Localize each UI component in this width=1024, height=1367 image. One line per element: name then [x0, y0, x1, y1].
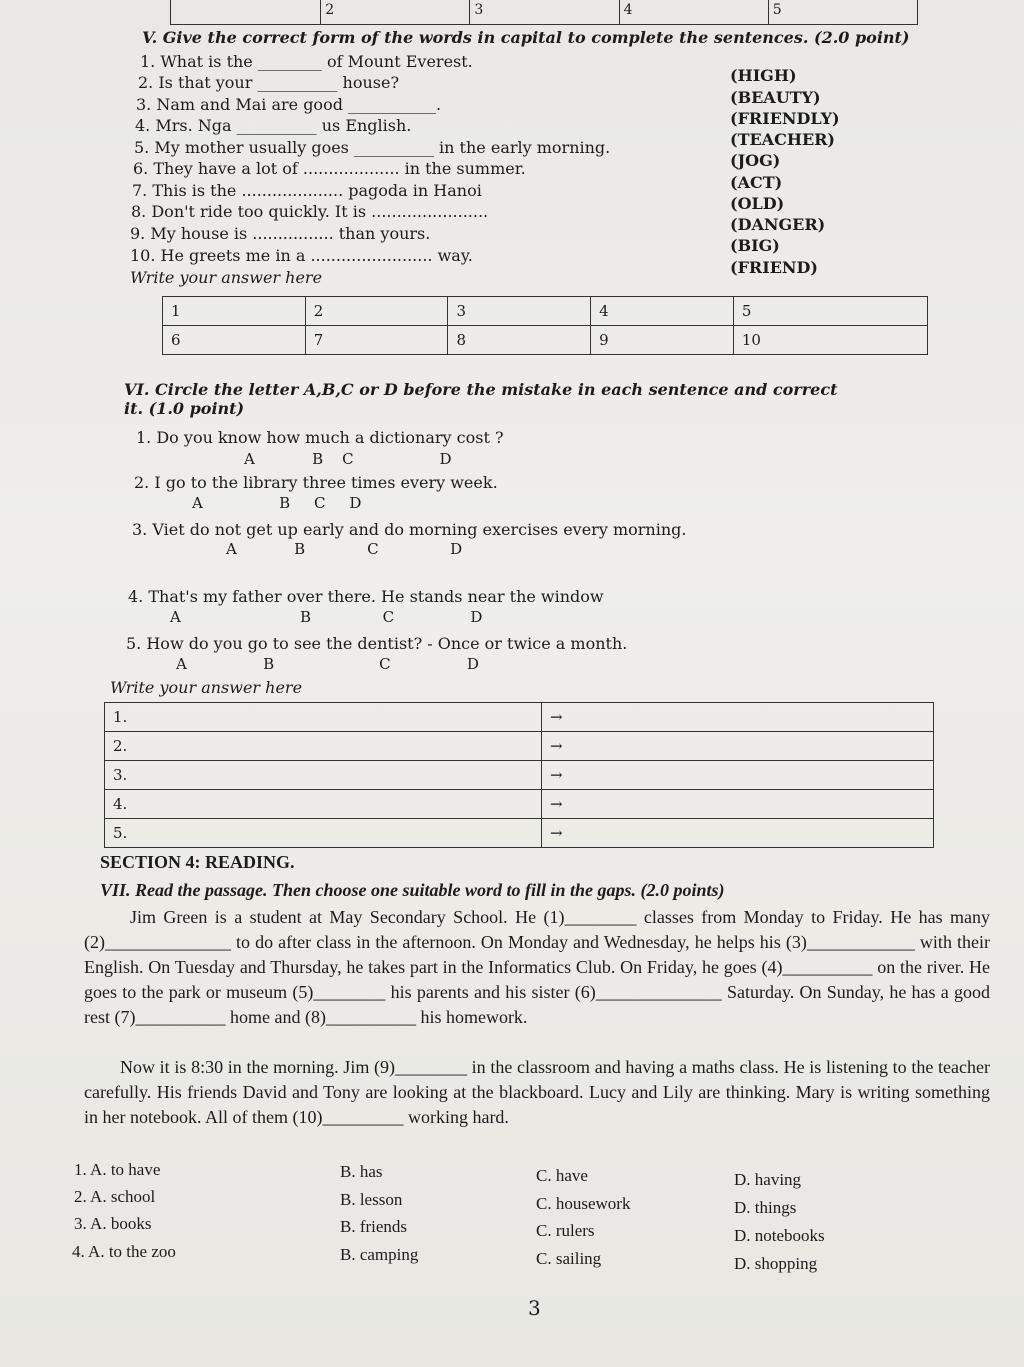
row-number: 5.: [105, 819, 542, 848]
option[interactable]: C. sailing: [536, 1249, 602, 1268]
error-sentence: 1. Do you know how much a dictionary cost ?: [136, 428, 504, 447]
correction-cell[interactable]: →: [542, 761, 934, 790]
option-letters: A B C D: [226, 540, 463, 558]
top-cell: 4: [619, 0, 768, 24]
answer-cell[interactable]: 9: [591, 326, 734, 355]
correction-cell[interactable]: →: [542, 732, 934, 761]
row-number: 2.: [105, 732, 542, 761]
top-cell: 3: [469, 0, 618, 24]
top-answer-table: [170, 0, 918, 25]
sentence: 10. He greets me in a ........................ way.: [130, 246, 473, 265]
sentence: 1. What is the ________ of Mount Everest.: [140, 52, 473, 71]
correction-cell[interactable]: →: [542, 790, 934, 819]
answer-cell[interactable]: 10: [733, 326, 927, 355]
reading-heading: SECTION 4: READING.: [100, 852, 295, 872]
capital-word: (OLD): [730, 194, 785, 213]
row-number: 1.: [105, 703, 542, 732]
error-sentence: 3. Viet do not get up early and do morning exercises every morning.: [132, 520, 687, 539]
sentence: 5. My mother usually goes __________ in the early morning.: [134, 138, 611, 157]
sentence: 8. Don't ride too quickly. It is .......................: [131, 202, 489, 221]
answer-cell[interactable]: 8: [448, 326, 591, 355]
option[interactable]: C. have: [536, 1166, 588, 1185]
option-letters: A B C D: [192, 494, 362, 512]
answer-cell[interactable]: 4: [591, 297, 734, 326]
capital-word: (ACT): [730, 173, 783, 192]
row-number: 4.: [105, 790, 542, 819]
error-sentence: 5. How do you go to see the dentist? - Once or twice a month.: [126, 634, 628, 653]
correction-cell[interactable]: →: [542, 703, 934, 732]
answer-cell[interactable]: 2: [305, 297, 448, 326]
sentence: 4. Mrs. Nga __________ us English.: [135, 116, 412, 135]
section5-title: V. Give the correct form of the words in capital to complete the sentences. (2.0 point): [142, 28, 910, 47]
top-cell: 2: [320, 0, 469, 24]
option[interactable]: B. friends: [340, 1217, 408, 1236]
answer-cell[interactable]: 1: [163, 297, 306, 326]
option-letters: A B C D: [244, 450, 452, 468]
option[interactable]: D. notebooks: [734, 1226, 825, 1245]
passage-paragraph-2: Now it is 8:30 in the morning. Jim (9)________ in the classroom and having a maths class. He is listening to the teacher carefully. His friends David and Tony are looking at the blackboard. Lucy and Lily are thinking. Mary is writing something in her notebook. All of them (10)_________ working hard.: [84, 1057, 990, 1127]
option[interactable]: D. things: [734, 1198, 797, 1217]
capital-word: (JOG): [730, 151, 781, 170]
correction-cell[interactable]: →: [542, 819, 934, 848]
option[interactable]: B. lesson: [340, 1190, 403, 1209]
capital-word: (TEACHER): [730, 130, 835, 149]
reading-title: VII. Read the passage. Then choose one suitable word to fill in the gaps. (2.0 points): [100, 880, 725, 900]
capital-word: (BIG): [730, 236, 780, 255]
section5-answer-table: [162, 296, 928, 355]
write-answer-label: Write your answer here: [130, 268, 323, 287]
page-number: 3: [528, 1296, 541, 1320]
answer-cell[interactable]: 5: [733, 297, 927, 326]
passage-paragraph-1: Jim Green is a student at May Secondary School. He (1)________ classes from Monday to Friday. He has many (2)______________ to do after class in the afternoon. On Monday and Wednesday, he helps his (3)____________ with their English. On Tuesday and Thursday, he takes part in the Informatics Club. On Friday, he goes (4)__________ on the river. He goes to the park or museum (5)________ his parents and his sister (6)______________ Saturday. On Sunday, he has a good rest (7)__________ home and (8)__________ his homework.: [84, 907, 990, 1027]
sentence: 6. They have a lot of ................... in the summer.: [133, 159, 526, 178]
sentence: 7. This is the .................... pagoda in Hanoi: [132, 181, 482, 200]
capital-word: (FRIEND): [730, 258, 818, 277]
option[interactable]: C. housework: [536, 1194, 631, 1213]
section6-answer-table: [104, 702, 934, 848]
option[interactable]: B. has: [340, 1162, 383, 1181]
capital-word: (HIGH): [730, 66, 797, 85]
option[interactable]: 4. A. to the zoo: [72, 1242, 176, 1261]
answer-cell[interactable]: 7: [305, 326, 448, 355]
write-answer-label: Write your answer here: [110, 678, 303, 697]
capital-word: (DANGER): [730, 215, 826, 234]
answer-cell[interactable]: 3: [448, 297, 591, 326]
option[interactable]: D. shopping: [734, 1254, 818, 1273]
answer-cell[interactable]: 6: [163, 326, 306, 355]
option[interactable]: 3. A. books: [74, 1214, 152, 1233]
option[interactable]: B. camping: [340, 1245, 419, 1264]
top-cell: [171, 0, 320, 24]
option-letters: A B C D: [176, 655, 479, 673]
option-letters: A B C D: [170, 608, 483, 626]
capital-word: (BEAUTY): [730, 88, 821, 107]
sentence: 3. Nam and Mai are good ___________.: [136, 95, 442, 114]
capital-word: (FRIENDLY): [730, 109, 840, 128]
option[interactable]: 2. A. school: [74, 1187, 156, 1206]
error-sentence: 4. That's my father over there. He stands near the window: [128, 587, 604, 606]
top-cell: 5: [768, 0, 917, 24]
sentence: 2. Is that your __________ house?: [138, 73, 400, 92]
error-sentence: 2. I go to the library three times every week.: [134, 473, 498, 492]
option[interactable]: D. having: [734, 1170, 802, 1189]
option[interactable]: 1. A. to have: [74, 1160, 161, 1179]
option[interactable]: C. rulers: [536, 1221, 595, 1240]
section6-title: VI. Circle the letter A,B,C or D before the mistake in each sentence and correct it. (1.0 point): [124, 380, 838, 418]
sentence: 9. My house is ................ than yours.: [130, 224, 431, 243]
row-number: 3.: [105, 761, 542, 790]
